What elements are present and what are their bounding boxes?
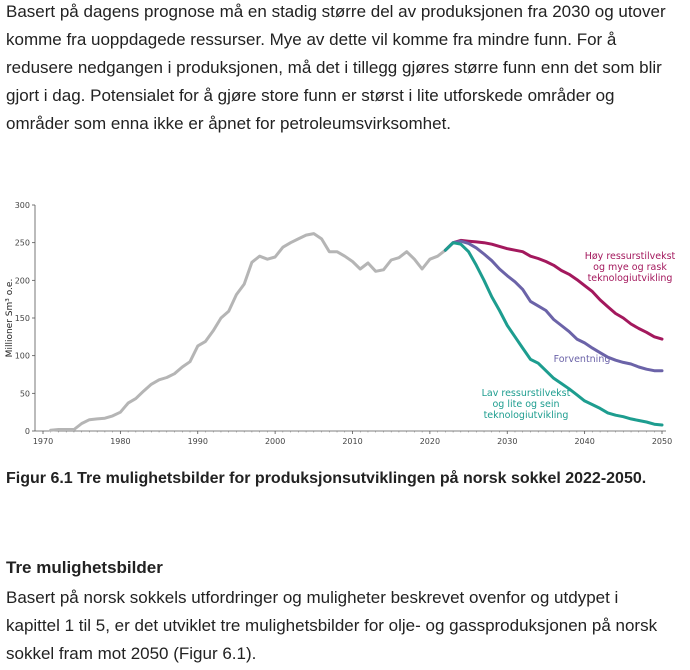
section-heading: Tre mulighetsbilder [6,558,163,577]
x-tick-label: 2020 [419,437,441,446]
x-tick-label: 2030 [497,437,518,446]
figure-caption: Figur 6.1 Tre mulighetsbilder for produksjonsutviklingen på norsk sokkel 2022-2050. [6,470,647,487]
y-tick-label: 100 [14,351,30,361]
y-tick-label: 250 [14,238,30,248]
intro-paragraph: Basert på dagens prognose må en stadig større del av produksjonen fra 2030 og utover komme fra uoppdagede ressurser. Mye av dette vil komme fra mindre funn. For å redusere nedgangen i produksjonen, må det i tillegg gjøres større funn enn det som blir gjort i dag. Potensialet for å gjøre store funn er størst i lite utforskede områder og områder som enna ikke er åpnet for petroleumsvirksomhet. [6,2,666,133]
y-tick-label: 150 [14,314,30,323]
x-tick-label: 1980 [110,437,131,446]
x-tick-label: 1970 [32,437,54,446]
y-tick-label: 300 [14,201,30,210]
scenario-annotation: Lav ressurstilvekst og lite og sein teknologiutvikling [481,388,571,421]
y-tick-label: 50 [19,389,30,399]
production-chart [0,195,690,457]
x-tick-label: 2010 [342,437,363,446]
x-tick-label: 2040 [574,437,595,446]
y-tick-label: 0 [24,427,30,436]
y-tick-label: 200 [14,276,30,286]
section-paragraph: Basert på norsk sokkels utfordringer og muligheter beskrevet ovenfor og utdypet i kapittel 1 til 5, er det utviklet tre mulighetsbilder for olje- og gassproduksjonen på norsk sokkel fram mot 2050 (Figur 6.1). [6,588,658,663]
scenario-annotation: Høy ressurstilvekst og mye og rask teknologiutvikling [584,251,676,284]
scenario-annotation: Forventning [553,354,611,365]
series-line-historical [51,234,446,431]
x-tick-label: 1990 [187,437,208,446]
x-tick-label: 2050 [651,437,673,446]
x-tick-label: 2000 [264,437,286,446]
y-axis-label: Millioner Sm³ o.e. [5,278,15,358]
